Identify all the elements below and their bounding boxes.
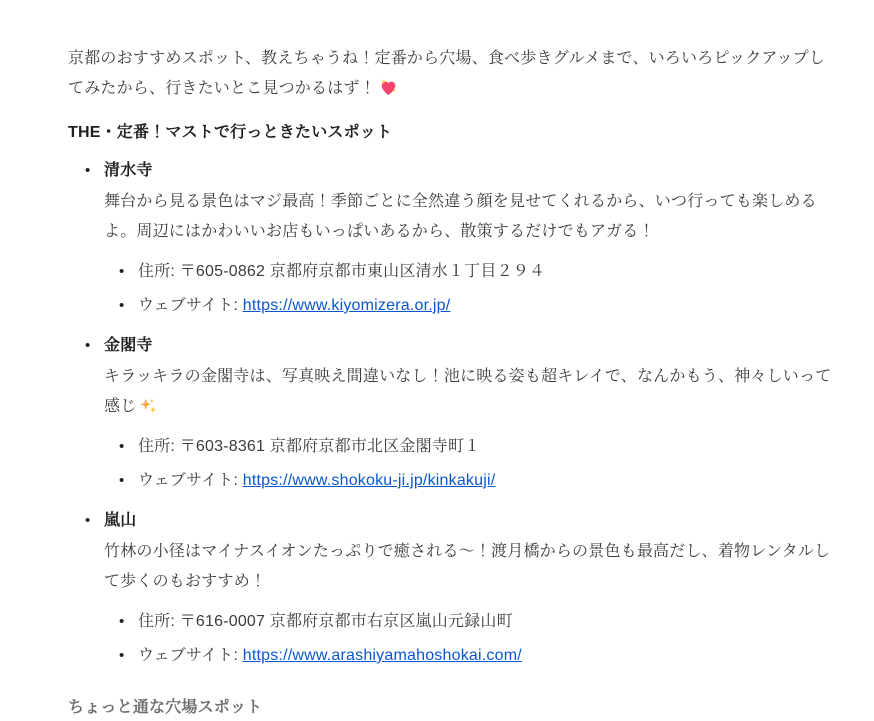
sparkling-heart-emoji <box>379 78 398 97</box>
website-link[interactable]: https://www.shokoku-ji.jp/kinkakuji/ <box>242 472 496 489</box>
intro-paragraph <box>68 44 840 104</box>
spot-name: 金閣寺 <box>104 337 153 354</box>
section-heading-anaba: ちょっと通な穴場スポット <box>68 699 263 716</box>
spot-list <box>68 156 840 671</box>
section-heading-teiban: THE・定番！マストで行っときたいスポット <box>68 124 393 141</box>
address-value: 〒603-8361 京都府京都市北区金閣寺町１ <box>179 438 481 455</box>
spot-item-kiyomizudera <box>104 156 840 321</box>
website-item <box>138 641 840 671</box>
website-item <box>138 291 840 321</box>
spot-item-arashiyama <box>104 506 840 671</box>
address-label: 住所: <box>138 613 176 630</box>
intro-text: 京都のおすすめスポット、教えちゃうね！定番から穴場、食べ歩きグルメまで、いろいろピックアップしてみたから、行きたいとこ見つかるはず！ <box>68 50 826 97</box>
spot-description <box>104 362 840 422</box>
spot-item-kinkakuji <box>104 331 840 496</box>
spot-detail-list <box>104 257 840 321</box>
address-label: 住所: <box>138 263 176 280</box>
website-link[interactable]: https://www.arashiyamahoshokai.com/ <box>242 647 522 664</box>
spot-name: 嵐山 <box>104 512 137 529</box>
spot-detail-list <box>104 432 840 496</box>
website-label: ウェブサイト: <box>138 297 239 314</box>
spot-description: 舞台から見る景色はマジ最高！季節ごとに全然違う顔を見せてくれるから、いつ行っても楽しめるよ。周辺にはかわいいお店もいっぱいあるから、散策するだけでもアガる！ <box>104 193 817 240</box>
spot-detail-list <box>104 607 840 671</box>
address-value: 〒616-0007 京都府京都市右京区嵐山元録山町 <box>179 613 513 630</box>
spot-name: 清水寺 <box>104 162 153 179</box>
address-value: 〒605-0862 京都府京都市東山区清水１丁目２９４ <box>179 263 546 280</box>
website-label: ウェブサイト: <box>138 472 239 489</box>
spot-description: 竹林の小径はマイナスイオンたっぷりで癒される〜！渡月橋からの景色も最高だし、着物レンタルして歩くのもおすすめ！ <box>104 543 831 590</box>
address-label: 住所: <box>138 438 176 455</box>
website-item <box>138 466 840 496</box>
sparkles-emoji <box>139 397 157 415</box>
spot-description-text: キラッキラの金閣寺は、写真映え間違いなし！池に映る姿も超キレイで、なんかもう、神々しいって感じ <box>104 368 832 415</box>
address-item <box>138 257 840 287</box>
website-label: ウェブサイト: <box>138 647 239 664</box>
address-item <box>138 432 840 462</box>
address-item <box>138 607 840 637</box>
website-link[interactable]: https://www.kiyomizera.or.jp/ <box>242 297 451 314</box>
